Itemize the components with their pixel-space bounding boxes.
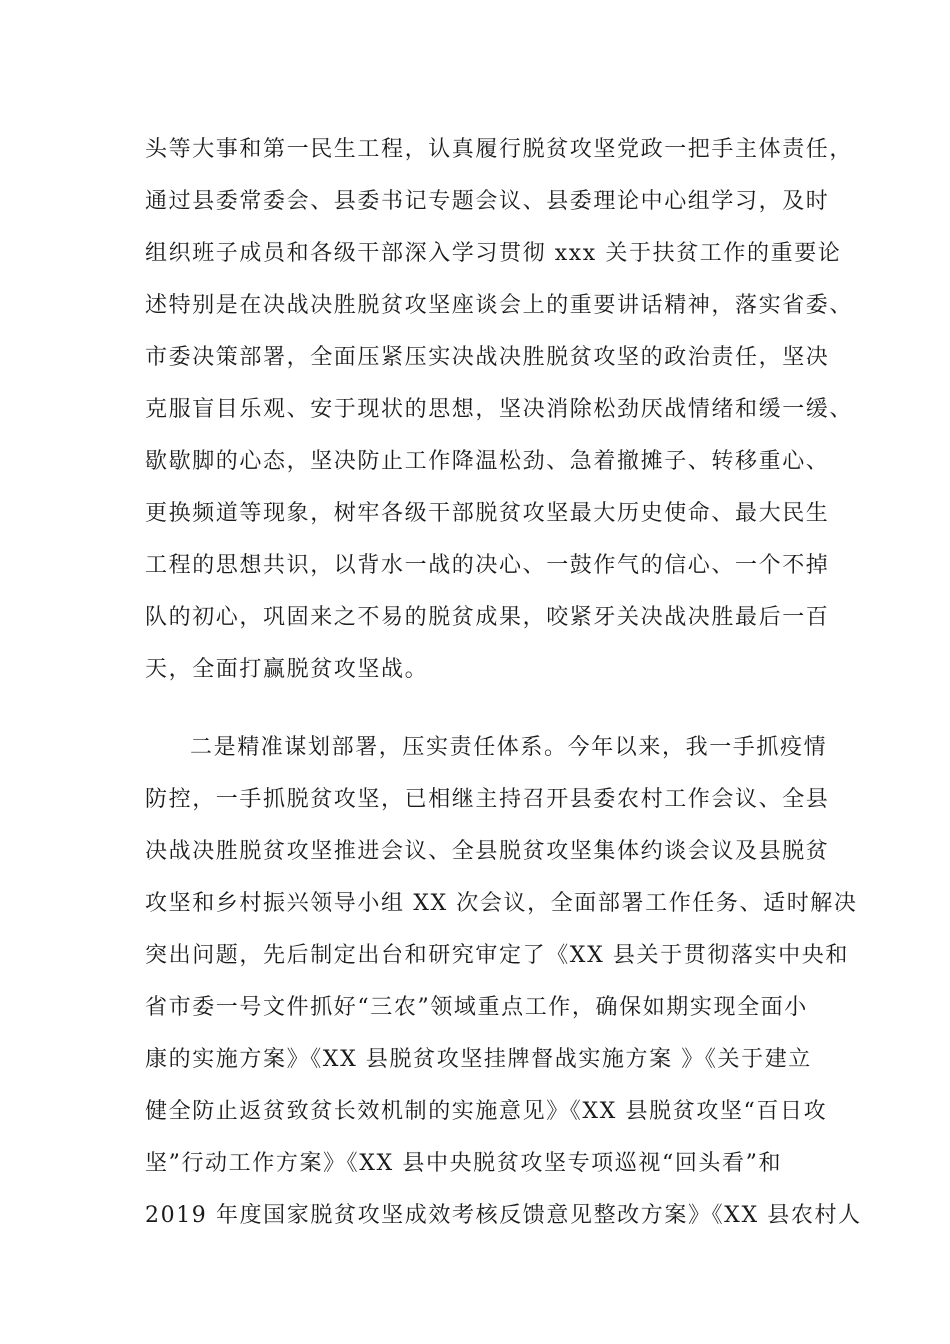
paragraph-2-line: 二是精准谋划部署，压实责任体系。今年以来，我一手抓疫情 xyxy=(190,735,828,760)
paragraph-1-line: 组织班子成员和各级干部深入学习贯彻 xxx 关于扶贫工作的重要论 xyxy=(145,241,842,266)
paragraph-2-line: 省市委一号文件抓好“三农”领域重点工作，确保如期实现全面小 xyxy=(145,995,808,1020)
paragraph-1-line: 述特别是在决战决胜脱贫攻坚座谈会上的重要讲话精神，落实省委、 xyxy=(145,293,854,318)
paragraph-1-line: 克服盲目乐观、安于现状的思想，坚决消除松劲厌战情绪和缓一缓、 xyxy=(145,397,854,422)
paragraph-1-line: 工程的思想共识，以背水一战的决心、一鼓作气的信心、一个不掉 xyxy=(145,553,830,578)
paragraph-2-line: 2019 年度国家脱贫攻坚成效考核反馈意见整改方案》《XX 县农村人 xyxy=(145,1203,862,1228)
paragraph-2-line: 防控，一手抓脱贫攻坚，已相继主持召开县委农村工作会议、全县 xyxy=(145,787,830,812)
paragraph-2-line: 康的实施方案》《XX 县脱贫攻坚挂牌督战实施方案 》《关于建立 xyxy=(145,1047,812,1072)
paragraph-2-line: 突出问题，先后制定出台和研究审定了《XX 县关于贯彻落实中央和 xyxy=(145,943,849,968)
paragraph-1-line: 通过县委常委会、县委书记专题会议、县委理论中心组学习，及时 xyxy=(145,189,830,214)
paragraph-2-line: 坚”行动工作方案》《XX 县中央脱贫攻坚专项巡视“回头看”和 xyxy=(145,1151,783,1176)
paragraph-2-line: 决战决胜脱贫攻坚推进会议、全县脱贫攻坚集体约谈会议及县脱贫 xyxy=(145,839,830,864)
paragraph-2-line: 健全防止返贫致贫长效机制的实施意见》《XX 县脱贫攻坚“百日攻 xyxy=(145,1099,828,1124)
paragraph-1-line: 市委决策部署，全面压紧压实决战决胜脱贫攻坚的政治责任，坚决 xyxy=(145,345,830,370)
paragraph-1-line: 队的初心，巩固来之不易的脱贫成果，咬紧牙关决战决胜最后一百 xyxy=(145,605,830,630)
paragraph-2-line: 攻坚和乡村振兴领导小组 XX 次会议，全面部署工作任务、适时解决 xyxy=(145,891,858,916)
paragraph-1-line: 更换频道等现象，树牢各级干部脱贫攻坚最大历史使命、最大民生 xyxy=(145,501,830,526)
paragraph-1-line: 歇歇脚的心态，坚决防止工作降温松劲、急着撤摊子、转移重心、 xyxy=(145,449,830,474)
paragraph-1-line: 天，全面打赢脱贫攻坚战。 xyxy=(145,657,429,682)
paragraph-1-line: 头等大事和第一民生工程，认真履行脱贫攻坚党政一把手主体责任， xyxy=(145,137,854,162)
